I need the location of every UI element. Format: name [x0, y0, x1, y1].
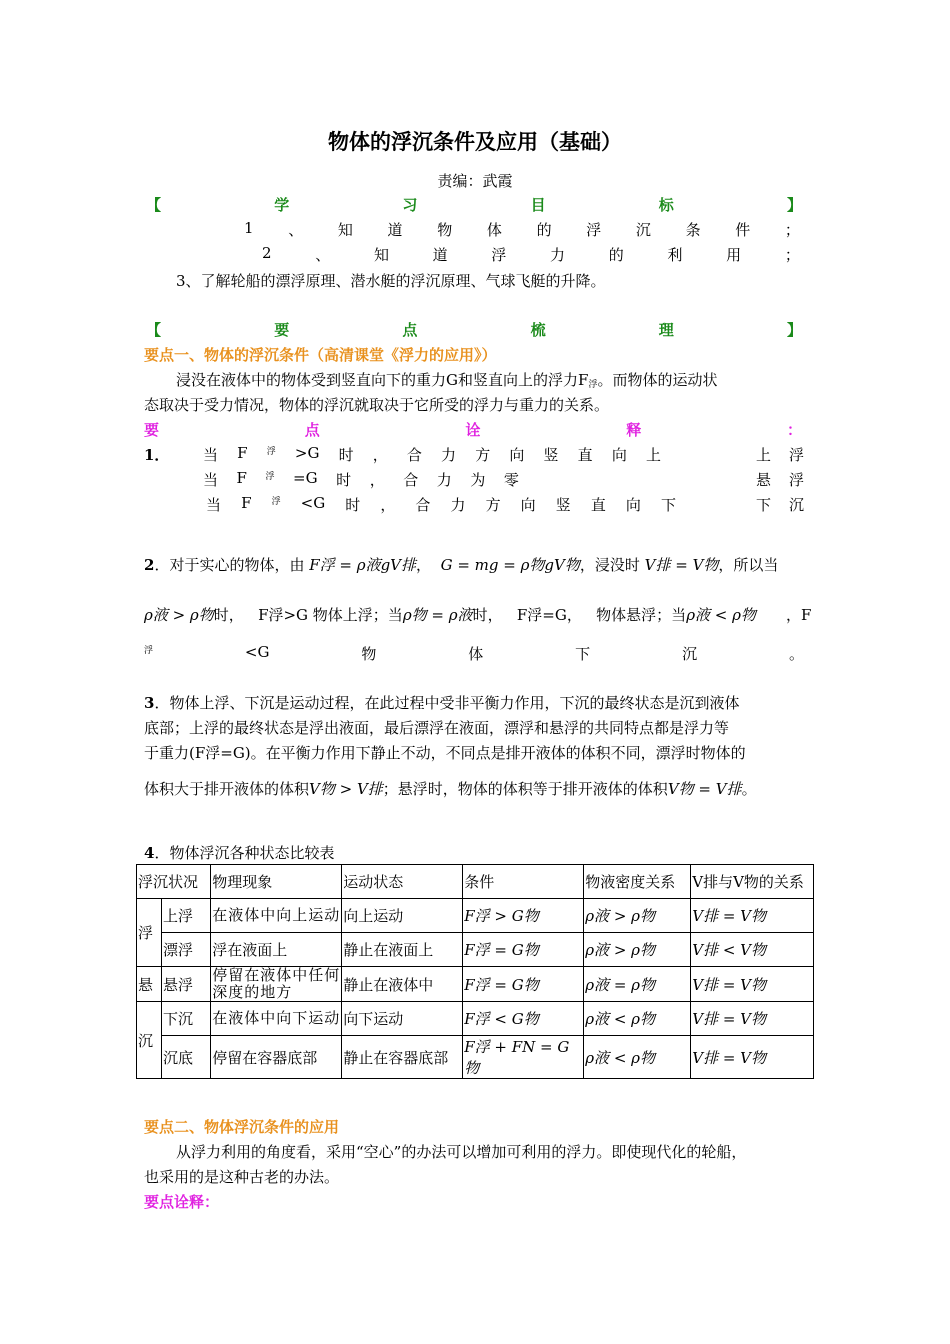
cond-char: >G [294, 444, 320, 462]
cond-char: 当 [203, 471, 219, 489]
text: 。而物体的运动状 [597, 371, 718, 389]
subscript: 浮 [144, 646, 154, 656]
text-char: 。 [788, 645, 804, 663]
text: ．对于实心的物体，由 [154, 556, 305, 574]
cell-state: 沉底 [162, 1036, 211, 1079]
result-char: 悬 [756, 471, 772, 489]
table-row [137, 899, 814, 933]
author-line: 责编：武霞 [437, 172, 513, 190]
header-char: 点 [402, 321, 418, 339]
item-label: 3 [144, 694, 155, 712]
point-2-line-1: 从浮力利用的角度看，采用“空心”的办法可以增加可利用的浮力。即使现代化的轮船， [176, 1143, 747, 1161]
cond-char: 合 [406, 446, 422, 464]
item-2-line-1 [144, 554, 778, 575]
bracket-right: 】 [786, 196, 802, 214]
item-3-line-3: 于重力(F浮=G)。在平衡力作用下静止不动，不同点是排开液体的体积不同，漂浮时物体的 [144, 744, 746, 762]
text: 。 [741, 780, 757, 798]
bracket-right: 】 [786, 321, 802, 339]
result-char: 沉 [788, 496, 804, 514]
cell-volume: V排 = V物 [691, 967, 814, 1002]
text: 物体悬浮；当 [596, 606, 687, 624]
cond-char: 向 [520, 496, 536, 514]
header-char: 标 [658, 196, 674, 214]
cond-char: 力 [436, 471, 452, 489]
table-row [137, 967, 814, 1002]
cell-phenomenon: 停留在容器底部 [211, 1036, 342, 1079]
cell-state: 上浮 [162, 899, 211, 933]
comparison-table [136, 864, 814, 1079]
header-char: 目 [530, 196, 546, 214]
group-label: 浮 [137, 899, 162, 967]
goal-char: 道 [387, 221, 403, 239]
text: 浸没在液体中的物体受到竖直向下的重力 [176, 371, 447, 389]
goal-char: ； [784, 221, 800, 239]
text: ；悬浮时，物体的体积等于排开液体的体积 [382, 780, 668, 798]
explain-header [144, 419, 802, 440]
cell-condition: F浮 < G物 [463, 1002, 584, 1036]
cond-char: 当 [206, 496, 222, 514]
cell-condition: F浮 + FN = G物 [463, 1036, 584, 1079]
intro-line-2: 态取决于受力情况，物体的浮沉就取决于它所受的浮力与重力的关系。 [144, 396, 610, 414]
text: ．物体浮沉各种状态比较表 [154, 844, 335, 862]
cell-density: ρ液 < ρ物 [584, 1002, 691, 1036]
cond-row-suspend [203, 469, 519, 490]
text: F浮=G， [516, 606, 582, 624]
cond-char: <G [300, 494, 326, 512]
header-char: 要 [274, 321, 290, 339]
cell-phenomenon: 在液体中向上运动 [211, 899, 342, 933]
item-3-line-2: 底部；上浮的最终状态是浮出液面，最后漂浮在液面，漂浮和悬浮的共同特点都是浮力等 [144, 719, 730, 737]
cell-motion: 向上运动 [342, 899, 463, 933]
item-4-title [144, 842, 334, 863]
goal-char: 道 [432, 246, 448, 264]
subscript: 浮 [271, 497, 281, 507]
goal-3: 3、了解轮船的漂浮原理、潜水艇的浮沉原理、气球飞艇的升降。 [176, 272, 606, 290]
cell-density: ρ液 > ρ物 [584, 933, 691, 967]
result-rise [756, 444, 804, 465]
cond-char: 直 [577, 446, 593, 464]
cell-motion: 静止在容器底部 [342, 1036, 463, 1079]
text: 体积大于排开液体的体积 [144, 780, 310, 798]
goal-1 [244, 219, 800, 240]
text: 和竖直向上的浮力 [458, 371, 579, 389]
formula: G = mg = ρ物gV物 [440, 556, 580, 574]
cond-row-sink [206, 494, 676, 515]
table-row [137, 1002, 814, 1036]
formula: ρ液 < ρ物 [686, 606, 756, 624]
cell-motion: 向下运动 [342, 1002, 463, 1036]
goal-char: 2 [262, 244, 272, 262]
goal-char: 体 [486, 221, 502, 239]
intro-line-1 [176, 369, 717, 390]
text-char: 物 [361, 645, 377, 663]
goal-char: 知 [373, 246, 389, 264]
cond-char: 力 [450, 496, 466, 514]
cell-density: ρ液 < ρ物 [584, 1036, 691, 1079]
cond-row-rise [203, 444, 661, 465]
point-2-line-2: 也采用的是这种古老的办法。 [144, 1168, 340, 1186]
formula: V物 = V排 [667, 780, 742, 798]
text: 时， [213, 606, 244, 624]
cond-char: ， [372, 446, 388, 464]
item-2-line-3 [144, 643, 804, 664]
cell-volume: V排 < V物 [691, 933, 814, 967]
cond-char: F [237, 444, 248, 462]
item-2-line-2 [144, 604, 756, 625]
text: F [578, 371, 589, 389]
header-char: ： [786, 421, 802, 439]
item-2-trailing-f: ，F [786, 606, 812, 624]
table-header-row [137, 865, 814, 899]
goal-char: 、 [288, 221, 304, 239]
goal-char: 利 [667, 246, 683, 264]
cond-char: F [236, 469, 247, 487]
cell-condition: F浮 > G物 [463, 899, 584, 933]
goal-char: 力 [550, 246, 566, 264]
cond-char: 时 [338, 446, 354, 464]
cell-phenomenon: 在液体中向下运动 [211, 1002, 342, 1036]
header-cell: 运动状态 [342, 865, 463, 899]
header-cell: 物理现象 [211, 865, 342, 899]
cell-density: ρ液 > ρ物 [584, 899, 691, 933]
cond-char: 竖 [555, 496, 571, 514]
goal-char: 物 [437, 221, 453, 239]
text-char: 体 [468, 645, 484, 663]
table-row [137, 1036, 814, 1079]
goal-2 [262, 244, 800, 265]
formula: V排 = V物 [644, 556, 719, 574]
header-cell: 条件 [463, 865, 584, 899]
header-cell: 物液密度关系 [584, 865, 691, 899]
cell-motion: 静止在液面上 [342, 933, 463, 967]
item-1-label: 1． [144, 446, 170, 464]
item-3-line-1 [144, 692, 739, 713]
group-label: 悬 [137, 967, 162, 1002]
header-char: 理 [658, 321, 674, 339]
goal-char: 的 [536, 221, 552, 239]
item-3-line-4 [144, 778, 757, 799]
cell-density: ρ液 = ρ物 [584, 967, 691, 1002]
cond-char: 合 [403, 471, 419, 489]
text: ，所以当 [718, 556, 779, 574]
cell-state: 悬浮 [162, 967, 211, 1002]
goal-char: 浮 [491, 246, 507, 264]
cond-char: 零 [503, 471, 519, 489]
header-char: 习 [402, 196, 418, 214]
goal-char: 1 [244, 219, 254, 237]
cell-phenomenon: 浮在液面上 [211, 933, 342, 967]
cond-char: 方 [475, 446, 491, 464]
text: ．物体上浮、下沉是运动过程，在此过程中受非平衡力作用，下沉的最终状态是沉到液体 [154, 694, 740, 712]
cell-volume: V排 = V物 [691, 1036, 814, 1079]
cond-char: 向 [625, 496, 641, 514]
goal-char: 知 [337, 221, 353, 239]
bracket-left: 【 [146, 321, 162, 339]
formula: V物 > V排 [309, 780, 383, 798]
point-2-title: 要点二、物体浮沉条件的应用 [144, 1118, 340, 1136]
goal-char: 、 [315, 246, 331, 264]
cond-char: 时 [345, 496, 361, 514]
subscript: 浮 [588, 380, 598, 390]
cond-char: 时 [336, 471, 352, 489]
text: F浮>G 物体上浮；当 [258, 606, 403, 624]
text-char: <G [244, 643, 270, 661]
text: G [446, 371, 458, 389]
cond-char: 方 [485, 496, 501, 514]
cond-char: =G [293, 469, 318, 487]
explain-label-2: 要点诠释： [144, 1193, 220, 1211]
cond-char: 为 [470, 471, 486, 489]
page-title: 物体的浮沉条件及应用（基础） [328, 129, 622, 154]
cell-volume: V排 = V物 [691, 1002, 814, 1036]
goal-char: 的 [608, 246, 624, 264]
cell-phenomenon: 停留在液体中任何深度的地方 [212, 966, 341, 1001]
cell-state: 漂浮 [162, 933, 211, 967]
cell-motion: 静止在液体中 [342, 967, 463, 1002]
header-char: 梳 [530, 321, 546, 339]
result-sink [756, 494, 804, 515]
key-points-header [146, 319, 802, 340]
result-char: 上 [756, 446, 772, 464]
formula: F浮 = ρ液gV排 [309, 556, 416, 574]
cond-char: 向 [611, 446, 627, 464]
cond-force [237, 444, 247, 465]
cond-char: F [241, 494, 252, 512]
table-row [137, 933, 814, 967]
subscript: 浮 [265, 472, 275, 482]
goal-char: 件 [735, 221, 751, 239]
cond-char: 向 [509, 446, 525, 464]
cell-state: 下沉 [162, 1002, 211, 1036]
header-char: 学 [274, 196, 290, 214]
bracket-left: 【 [146, 196, 162, 214]
point-1-title: 要点一、物体的浮沉条件（高清课堂《浮力的应用》） [144, 346, 497, 364]
cell-condition: F浮 = G物 [463, 933, 584, 967]
header-char: 诠 [465, 421, 481, 439]
header-cell: 浮沉状况 [137, 865, 211, 899]
item-label: 4 [144, 844, 155, 862]
cell-volume: V排 = V物 [691, 899, 814, 933]
subscript: 浮 [266, 447, 276, 457]
result-char: 下 [756, 496, 772, 514]
goal-char: 用 [726, 246, 742, 264]
cond-char: 当 [203, 446, 219, 464]
formula: ρ液 > ρ物 [144, 606, 214, 624]
cond-char: 直 [590, 496, 606, 514]
text: ，浸没时 [579, 556, 640, 574]
goal-char: 沉 [635, 221, 651, 239]
cell-condition: F浮 = G物 [463, 967, 584, 1002]
goal-char: 条 [685, 221, 701, 239]
text: ， [416, 556, 432, 574]
header-char: 要 [144, 421, 160, 439]
text: 时， [472, 606, 503, 624]
cond-char: 合 [415, 496, 431, 514]
goal-char: 浮 [586, 221, 602, 239]
text-char: 下 [575, 645, 591, 663]
result-suspend [756, 469, 804, 490]
item-label: 2 [144, 556, 155, 574]
header-cell: V排与V物的关系 [691, 865, 814, 899]
header-char: 点 [304, 421, 320, 439]
cond-char: ， [380, 496, 396, 514]
learning-goals-header [146, 194, 802, 215]
cond-char: 力 [441, 446, 457, 464]
header-char: 释 [626, 421, 642, 439]
result-char: 浮 [788, 471, 804, 489]
group-label: 沉 [137, 1002, 162, 1079]
result-char: 浮 [788, 446, 804, 464]
cond-char: 上 [645, 446, 661, 464]
text-char: 沉 [682, 645, 698, 663]
goal-char: ； [784, 246, 800, 264]
formula: ρ物 = ρ液 [402, 606, 473, 624]
cond-char: ， [369, 471, 385, 489]
cond-char: 竖 [543, 446, 559, 464]
cond-char: 下 [660, 496, 676, 514]
